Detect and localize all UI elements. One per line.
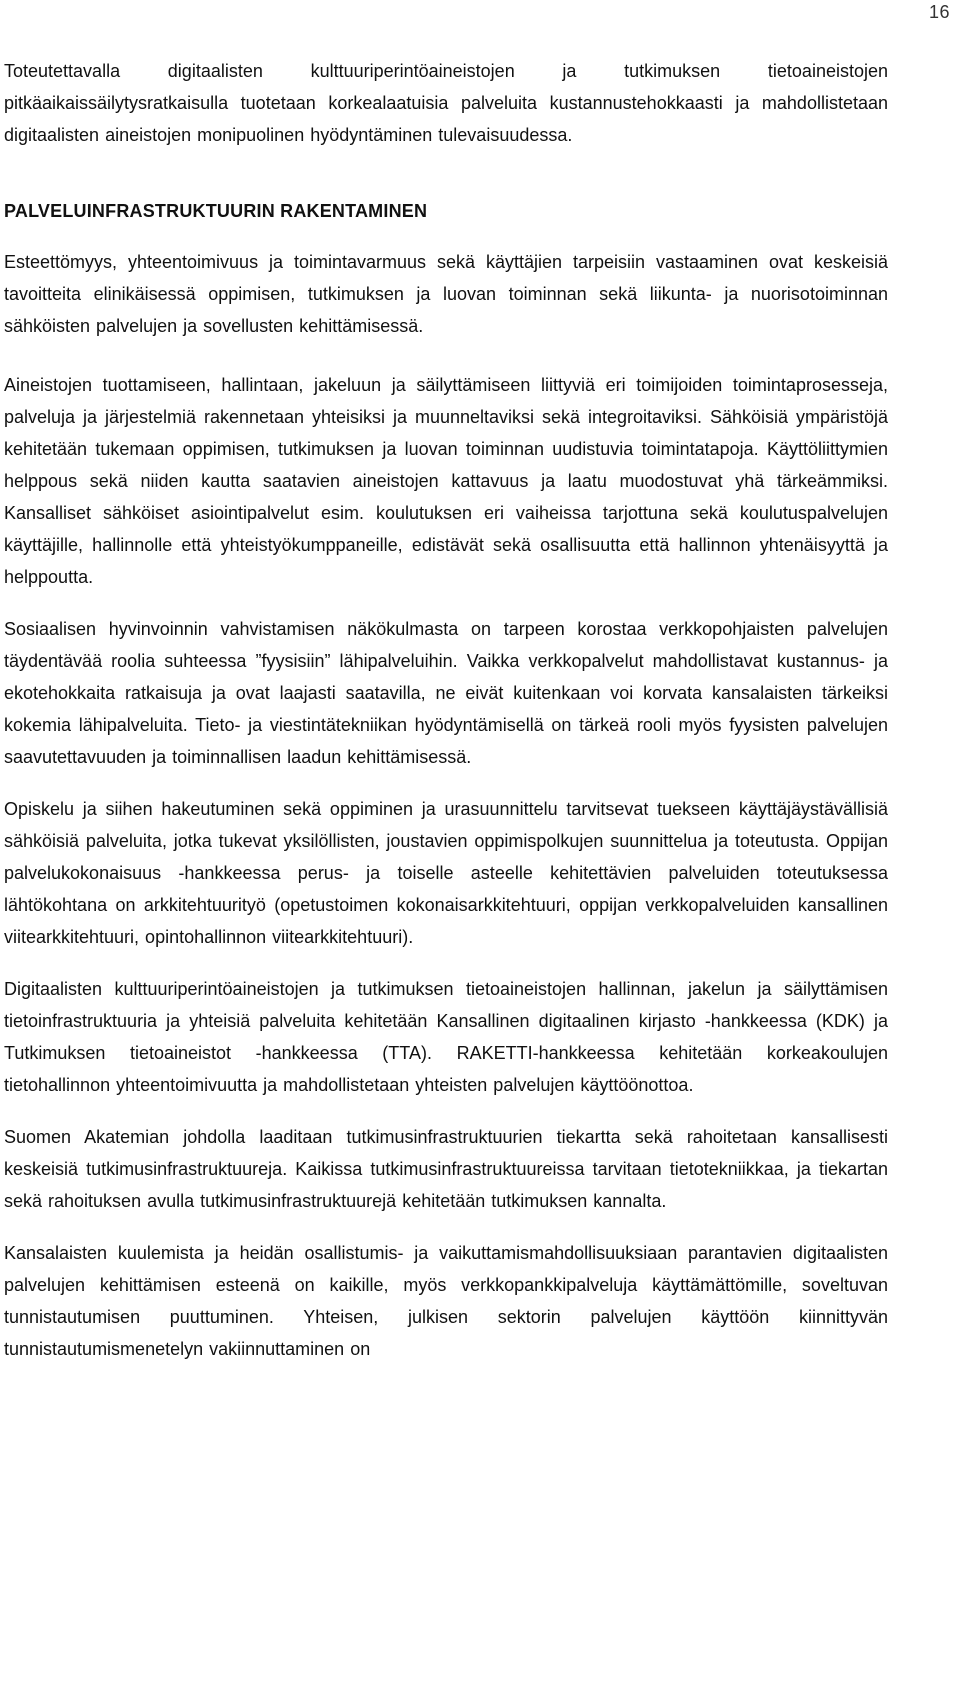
page-number: 16 xyxy=(928,2,950,22)
paragraph-accessibility: Esteettömyys, yhteentoimivuus ja toimintavarmuus sekä käyttäjien tarpeisiin vastaaminen ovat keskeisiä tavoitteita elinikäisessä oppimisen, tutkimuksen ja luovan toiminnan sekä liikunta- ja nuorisotoiminnan sähköisten palvelujen ja sovellusten kehittämisessä. xyxy=(4,252,888,336)
paragraph-digital-heritage: Digitaalisten kulttuuriperintöaineistojen ja tutkimuksen tietoaineistojen hallinnan, jakelun ja säilyttämisen tietoinfrastruktuuria ja yhteisiä palveluita kehitetään Kansallinen digitaalinen kirjasto -hankkeessa (KDK) ja Tutkimuksen tietoaineistot -hankkeessa (TTA). RAKETTI-hankkeessa kehitetään korkeakoulujen tietohallinnon yhteentoimivuutta ja mahdollistetaan yhteisten palvelujen käyttöönottoa. xyxy=(4,979,888,1095)
document-body xyxy=(4,55,888,1385)
paragraph-materials: Aineistojen tuottamiseen, hallintaan, jakeluun ja säilyttämiseen liittyviä eri toimijoiden toimintaprosesseja, palveluja ja järjestelmiä rakennetaan yhteisiksi ja muunneltaviksi sekä integroitaviksi. Sähköisiä ympäristöjä kehitetään tukemaan oppimisen, tutkimuksen ja luovan toiminnan uudistuvia toimintatapoja. Käyttöliittymien helppous sekä niiden kautta saatavien aineistojen kattavuus ja laatu muodostuvat yhä tärkeämmiksi. Kansalliset sähköiset asiointipalvelut esim. koulutuksen eri vaiheissa tarjottuna sekä koulutuspalvelujen käyttäjille, hallinnolle että yhteistyökumppaneille, edistävät sekä osallisuutta että hallinnon yhtenäisyyttä ja helppoutta. xyxy=(4,375,888,587)
intro-paragraph: Toteutettavalla digitaalisten kulttuuriperintöaineistojen ja tutkimuksen tietoaineistojen pitkäaikaissäilytysratkaisulla tuotetaan korkealaatuisia palveluita kustannustehokkaasti ja mahdollistetaan digitaalisten aineistojen monipuolinen hyödyntäminen tulevaisuudessa. xyxy=(4,61,888,145)
paragraph-study-services: Opiskelu ja siihen hakeutuminen sekä oppiminen ja urasuunnittelu tarvitsevat tuekseen käyttäjäystävällisiä sähköisiä palveluita, jotka tukevat yksilöllisten, joustavien oppimispolkujen suunnittelua ja toteutusta. Oppijan palvelukokonaisuus -hankkeessa perus- ja toiselle asteelle kehitettävien palveluiden toteutuksessa lähtökohtana on arkkitehtuurityö (opetustoimen kokonaisarkkitehtuuri, oppijan verkkopalveluiden kansallinen viitearkkitehtuuri, opintohallinnon viitearkkitehtuuri). xyxy=(4,799,888,947)
paragraph-citizen-participation: Kansalaisten kuulemista ja heidän osallistumis- ja vaikuttamismahdollisuuksiaan parantavien digitaalisten palvelujen kehittämisen esteenä on kaikille, myös verkkopankkipalveluja käyttämättömille, soveltuvan tunnistautumisen puuttuminen. Yhteisen, julkisen sektorin palvelujen käyttöön kiinnittyvän tunnistautumismenetelyn vakiinnuttaminen on xyxy=(4,1243,888,1359)
paragraph-social-wellbeing: Sosiaalisen hyvinvoinnin vahvistamisen näkökulmasta on tarpeen korostaa verkkopohjaisten palvelujen täydentävää roolia suhteessa ”fyysisiin” lähipalveluihin. Vaikka verkkopalvelut mahdollistavat kustannus- ja ekotehokkaita ratkaisuja ja ovat laajasti saatavilla, ne eivät kuitenkaan voi korvata kansalaisten tärkeiksi kokemia lähipalveluita. Tieto- ja viestintätekniikan hyödyntämisellä on tärkeä rooli myös fyysisten palvelujen saavutettavuuden ja toiminnallisen laadun kehittämisessä. xyxy=(4,619,888,767)
paragraph-research-infrastructure: Suomen Akatemian johdolla laaditaan tutkimusinfrastruktuurien tiekartta sekä rahoitetaan kansallisesti keskeisiä tutkimusinfrastruktuureja. Kaikissa tutkimusinfrastruktuureissa tarvitaan tietotekniikkaa, ja tiekartan sekä rahoituksen avulla tutkimusinfrastruktuurejä kehitetään tutkimuksen kannalta. xyxy=(4,1127,888,1211)
section-heading: PALVELUINFRASTRUKTUURIN RAKENTAMINEN xyxy=(4,201,428,221)
